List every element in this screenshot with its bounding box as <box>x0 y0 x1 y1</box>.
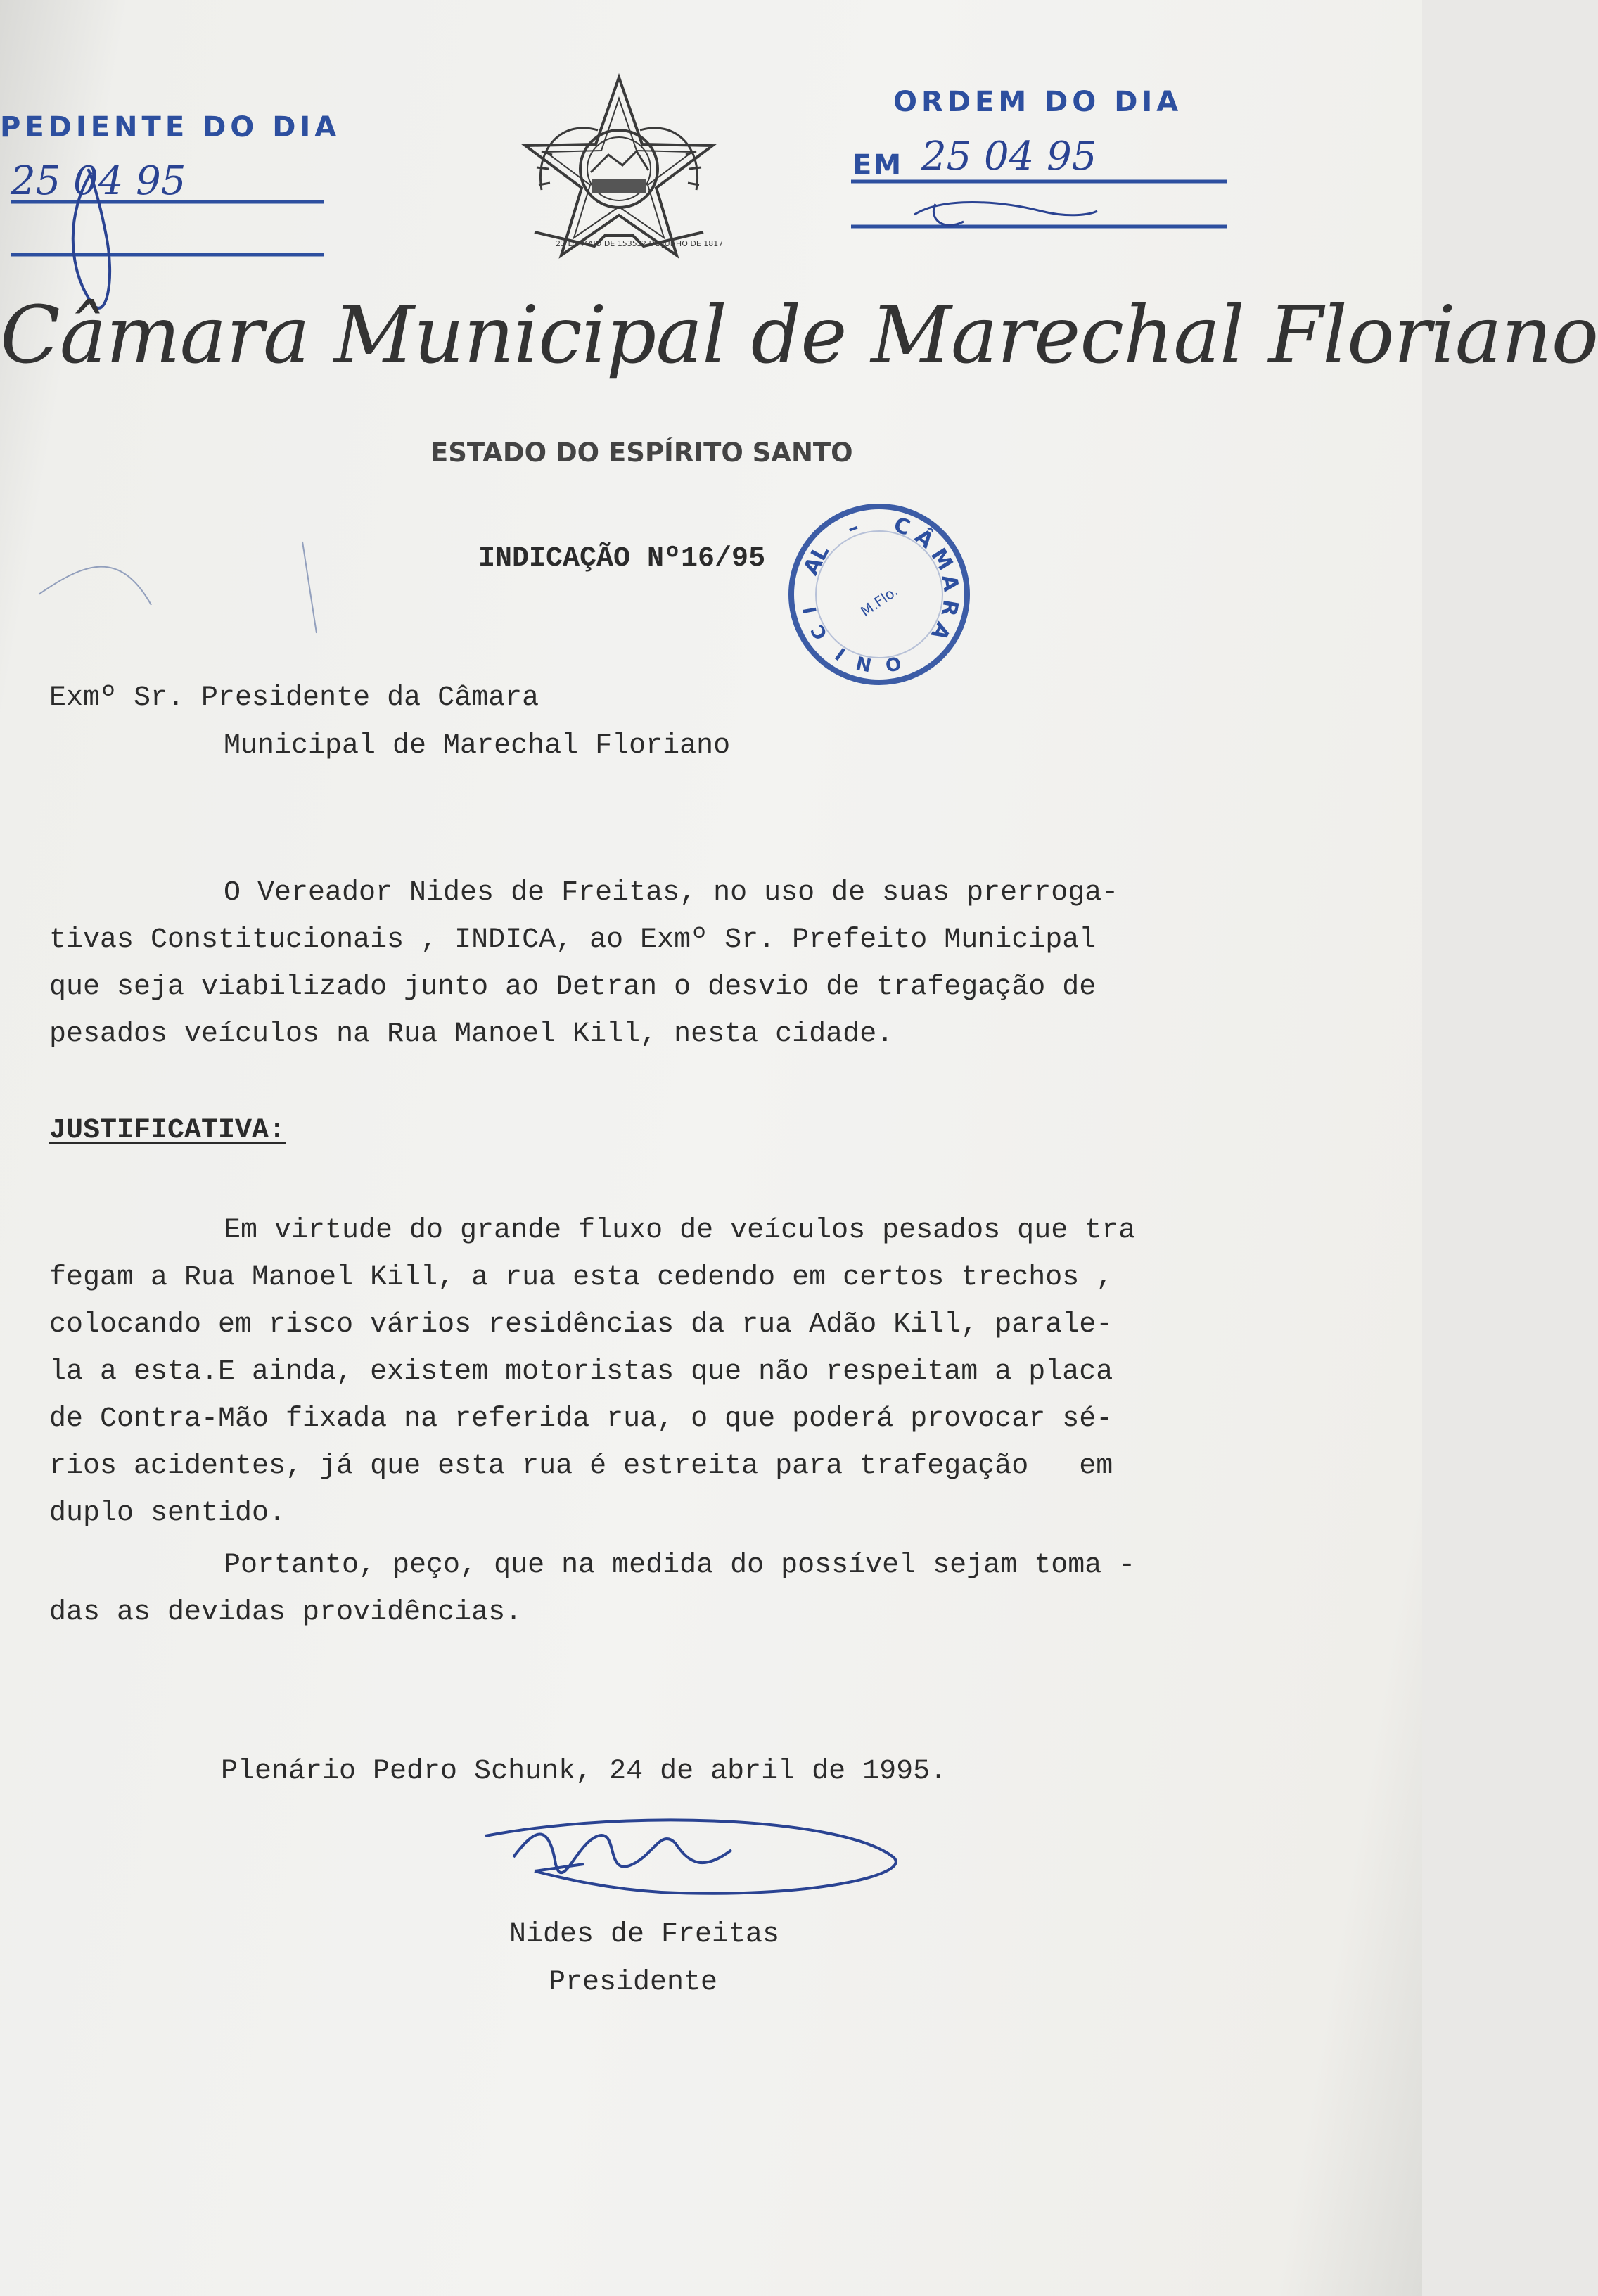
document-number: INDICAÇÃO Nº16/95 <box>478 543 766 575</box>
right-stamp-date: 25 04 95 <box>921 134 1097 179</box>
svg-text:23 DE MAIO DE 1535: 23 DE MAIO DE 1535 <box>556 239 637 248</box>
right-date-stamp <box>851 181 1227 227</box>
svg-text:–: – <box>843 514 862 542</box>
state-coat-of-arms <box>525 77 723 255</box>
svg-text:N: N <box>854 651 874 675</box>
addressee-line-2: Municipal de Marechal Floriano <box>224 730 731 762</box>
right-stamp-prefix: EM <box>852 149 903 181</box>
justification-heading: JUSTIFICATIVA: <box>49 1115 286 1147</box>
svg-text:A: A <box>926 618 956 644</box>
svg-text:M.Flo.: M.Flo. <box>857 582 902 620</box>
text-line: tivas Constitucionais , INDICA, ao Exmº Sr. Prefeito Municipal <box>49 924 1097 956</box>
signer-name: Nides de Freitas <box>509 1919 780 1951</box>
svg-text:Â: Â <box>909 524 938 554</box>
left-stamp-date: 25 04 95 <box>11 158 186 204</box>
svg-text:I: I <box>799 605 822 616</box>
text-line: duplo sentido. <box>49 1498 286 1529</box>
addressee-line-1: Exmº Sr. Presidente da Câmara <box>49 682 539 714</box>
paragraph-indication <box>49 869 1118 1058</box>
svg-text:C: C <box>807 620 833 644</box>
text-line: rios acidentes, já que esta rua é estreita para trafegação em <box>49 1450 1113 1482</box>
signature <box>485 1820 896 1893</box>
letterhead-state: ESTADO DO ESPÍRITO SANTO <box>430 438 853 468</box>
svg-text:O: O <box>883 651 903 676</box>
text-line: de Contra-Mão fixada na referida rua, o que poderá provocar sé- <box>49 1403 1113 1435</box>
text-line: pesados veículos na Rua Manoel Kill, nesta cidade. <box>49 1019 894 1050</box>
text-line: Em virtude do grande fluxo de veículos pesados que tra <box>224 1215 1136 1246</box>
text-line: colocando em risco vários residências da rua Adão Kill, parale- <box>49 1309 1113 1341</box>
text-line: fegam a Rua Manoel Kill, a rua esta cedendo em certos trechos , <box>49 1262 1113 1294</box>
svg-text:C: C <box>890 512 914 541</box>
signer-title: Presidente <box>549 1967 718 1998</box>
council-seal-stamp <box>791 506 967 682</box>
svg-text:A: A <box>935 573 964 594</box>
text-line: das as devidas providências. <box>49 1597 523 1628</box>
paragraph-request <box>49 1542 1135 1636</box>
svg-text:M: M <box>925 544 958 575</box>
svg-text:R: R <box>935 597 963 618</box>
right-stamp-label: ORDEM DO DIA <box>893 86 1183 118</box>
text-line: O Vereador Nides de Freitas, no uso de suas prerroga- <box>224 877 1119 909</box>
svg-text:12 DE JUNHO DE 1817: 12 DE JUNHO DE 1817 <box>637 239 724 248</box>
letterhead-title: Câmara Municipal de Marechal Floriano <box>0 290 1598 381</box>
text-line: la a esta.E ainda, existem motoristas que não respeitam a placa <box>49 1356 1113 1388</box>
place-date: Plenário Pedro Schunk, 24 de abril de 1995. <box>221 1756 947 1787</box>
paragraph-justification <box>49 1207 1135 1537</box>
text-line: que seja viabilizado junto ao Detran o desvio de trafegação de <box>49 971 1097 1003</box>
left-stamp-label: PEDIENTE DO DIA <box>0 111 341 144</box>
svg-text:I: I <box>831 642 850 664</box>
text-line: Portanto, peço, que na medida do possível sejam toma - <box>224 1550 1136 1581</box>
svg-text:AL: AL <box>798 541 835 580</box>
